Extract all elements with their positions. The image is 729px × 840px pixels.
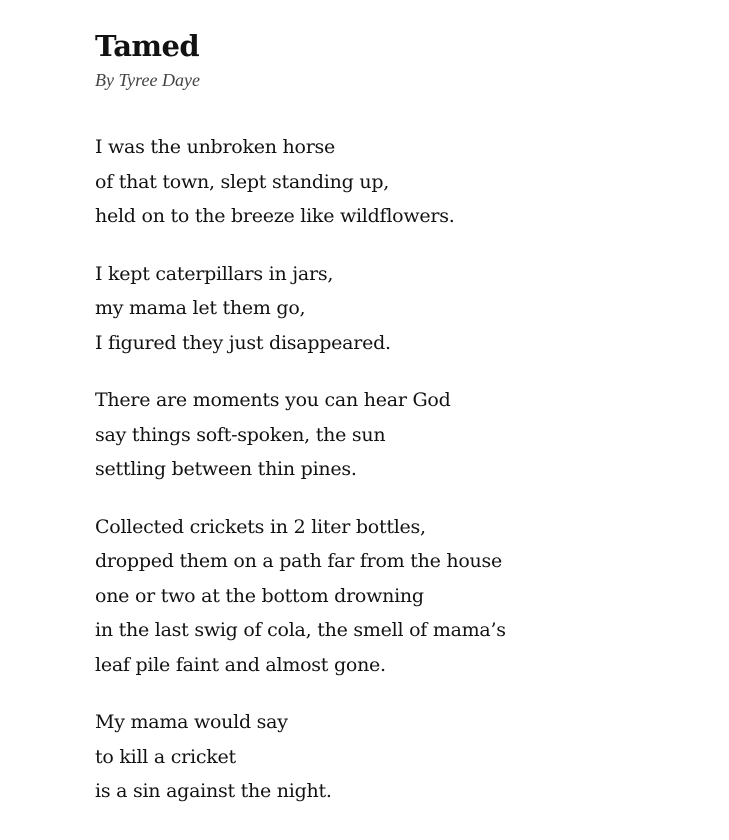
poem-line: settling between thin pines. [95,458,357,480]
poem-line: My mama would say [95,711,288,733]
stanza-1 [95,130,695,234]
poem-line: dropped them on a path far from the house [95,550,503,572]
poem-line: in the last swig of cola, the smell of mama’s [95,619,506,641]
stanza-3 [95,383,695,487]
poem-line: one or two at the bottom drowning [95,584,424,607]
poem-line: leaf pile faint and almost gone. [95,653,386,676]
byline: By Tyree Daye [95,70,200,90]
article [95,26,695,832]
poem-line: I figured they just disappeared. [95,331,391,354]
poem-body [95,130,695,809]
poem-line: my mama let them go, [95,297,306,319]
poem-line: I was the unbroken horse [95,136,336,158]
poem-line: to kill a cricket [95,745,236,768]
poem-line: of that town, slept standing up, [95,170,390,193]
poem-title: Tamed [95,29,200,63]
poem-line: There are moments you can hear God [95,389,451,411]
stanza-5 [95,705,695,809]
poem-line: I kept caterpillars in jars, [95,262,334,285]
poem-line: is a sin against the night. [95,780,332,802]
stanza-2 [95,257,695,361]
stanza-4 [95,510,695,683]
poem-line: say things soft-spoken, the sun [95,423,386,446]
poem-line: held on to the breeze like wildflowers. [95,205,455,227]
poem-line: Collected crickets in 2 liter bottles, [95,515,426,538]
